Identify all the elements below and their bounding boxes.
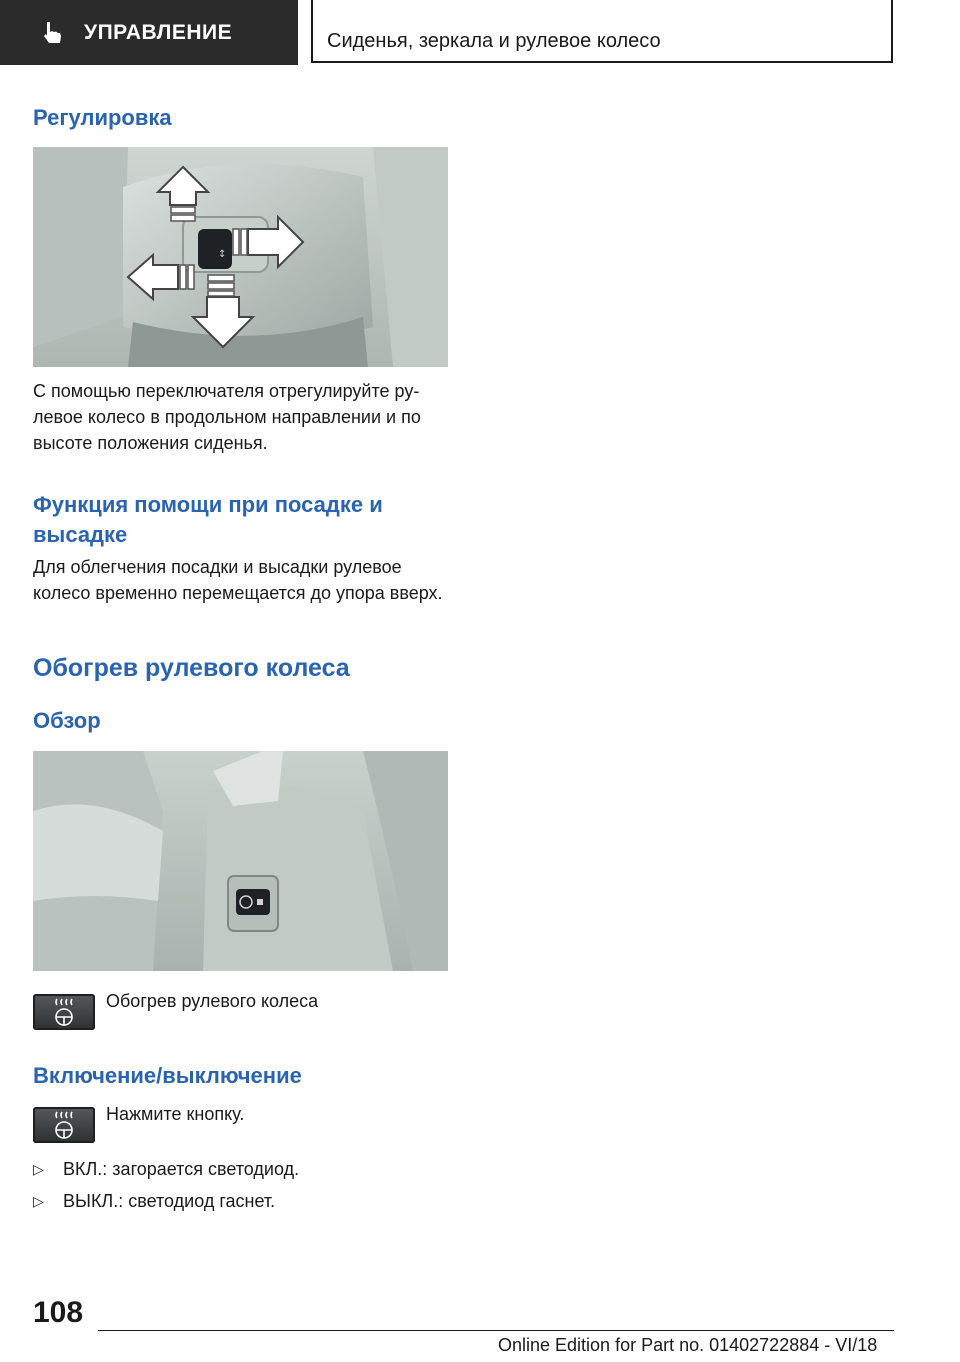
list-item (33, 1188, 275, 1214)
chapter-label: Сиденья, зеркала и рулевое колесо (327, 30, 661, 52)
list-item (33, 1156, 299, 1182)
adjust-text: С помощью переключателя отрегулируйте ру-левое колесо в продольном направлении и по высоте положения сиденья. (33, 381, 421, 453)
heating-heading: Обогрев рулевого колеса (33, 654, 350, 682)
overview-heading: Обзор (33, 708, 101, 733)
page-number: 108 (33, 1296, 84, 1329)
entry-aid-heading: Функция помощи при посадке и высадке (33, 492, 383, 547)
list-item-text: ВКЛ.: загорается светодиод. (63, 1159, 300, 1179)
entry-aid-text: Для облегчения посадки и высадки рулевое колесо временно перемещается до упора вверх. (33, 557, 443, 603)
triangle-bullet-icon: ▷ (33, 1193, 44, 1209)
chapter-tab (311, 0, 893, 63)
heated-steering-wheel-icon (33, 994, 95, 1030)
heating-button-photo (33, 751, 448, 971)
heated-steering-wheel-icon (33, 1107, 95, 1143)
steering-adjust-photo (33, 147, 448, 367)
heated-steering-wheel-button (33, 1107, 95, 1143)
adjust-heading: Регулировка (33, 105, 172, 130)
footer-divider (98, 1330, 894, 1331)
press-text: Нажмите кнопку. (106, 1104, 245, 1124)
triangle-bullet-icon: ▷ (33, 1161, 44, 1177)
edition-text: Online Edition for Part no. 01402722884 - VI/18 (498, 1335, 878, 1355)
svg-text:↕: ↕ (218, 249, 227, 260)
section-tab (0, 0, 298, 65)
onoff-heading: Включение/выключение (33, 1063, 302, 1088)
section-label: УПРАВЛЕНИЕ (84, 20, 233, 44)
hand-pointer-icon (38, 19, 66, 47)
list-item-text: ВЫКЛ.: светодиод гаснет. (63, 1191, 276, 1211)
icon-caption: Обогрев рулевого колеса (106, 991, 319, 1011)
